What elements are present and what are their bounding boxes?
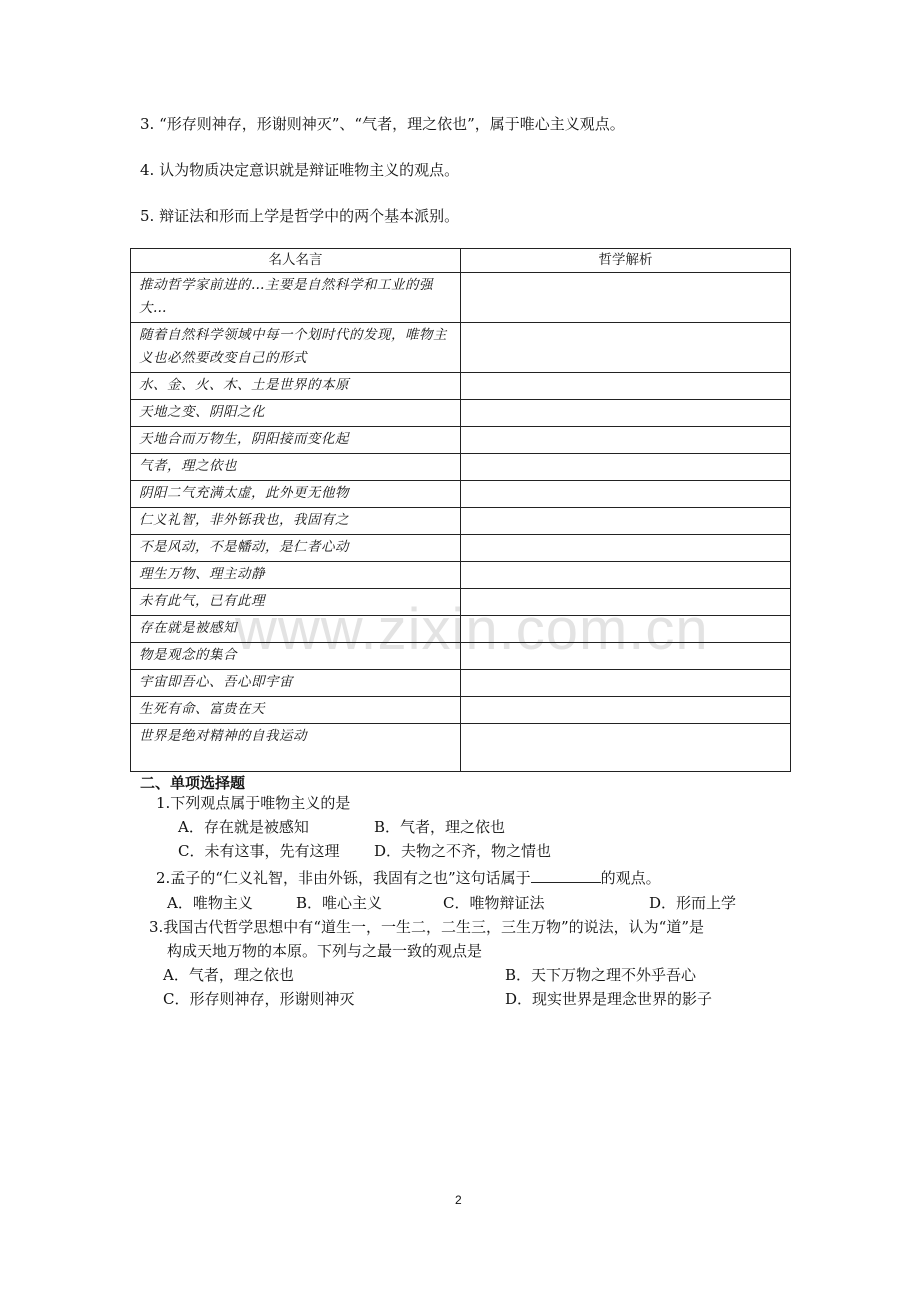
q2-option-d: D．形而上学 — [649, 894, 737, 912]
analysis-cell — [461, 589, 791, 616]
analysis-cell — [461, 454, 791, 481]
q3-option-a: A．气者，理之依也 — [163, 966, 294, 984]
q3-option-b: B．天下万物之理不外乎吾心 — [505, 966, 697, 984]
q1-stem: 1.下列观点属于唯物主义的是 — [156, 794, 351, 812]
q3-stem-line1: 3.我国古代哲学思想中有“道生一，一生二，二生三，三生万物”的说法，认为“道”是 — [149, 918, 704, 936]
q3-option-d: D．现实世界是理念世界的影子 — [505, 990, 713, 1008]
q1-option-d: D．夫物之不齐，物之情也 — [374, 842, 552, 860]
table-row — [131, 589, 791, 616]
analysis-cell — [461, 323, 791, 373]
quote-cell: 不是风动，不是幡动，是仁者心动 — [131, 535, 461, 562]
q2-option-c: C．唯物辩证法 — [443, 894, 545, 912]
q2-stem — [156, 868, 661, 888]
q1-option-b: B．气者，理之依也 — [374, 818, 506, 836]
q3-stem-line2: 构成天地万物的本原。下列与之最一致的观点是 — [167, 942, 483, 960]
statement-5: 5. 辩证法和形而上学是哲学中的两个基本派别。 — [140, 207, 460, 225]
statement-4: 4. 认为物质决定意识就是辩证唯物主义的观点。 — [140, 161, 460, 179]
table-row — [131, 562, 791, 589]
q2-option-a: A．唯物主义 — [167, 894, 253, 912]
table-row — [131, 273, 791, 323]
quote-cell: 推动哲学家前进的…主要是自然科学和工业的强大… — [131, 273, 461, 323]
quote-cell: 气者，理之依也 — [131, 454, 461, 481]
header-quote: 名人名言 — [131, 249, 461, 273]
quote-cell: 宇宙即吾心、吾心即宇宙 — [131, 670, 461, 697]
analysis-cell — [461, 400, 791, 427]
table-row — [131, 643, 791, 670]
table-row — [131, 670, 791, 697]
table-row — [131, 373, 791, 400]
quote-cell: 水、金、火、木、土是世界的本原 — [131, 373, 461, 400]
statement-3: 3. “形存则神存，形谢则神灭”、“气者，理之依也”，属于唯心主义观点。 — [140, 115, 625, 133]
analysis-cell — [461, 724, 791, 772]
section-title: 二、单项选择题 — [140, 774, 246, 792]
quote-cell: 天地合而万物生，阴阳接而变化起 — [131, 427, 461, 454]
table-row — [131, 535, 791, 562]
table-header-row — [131, 249, 791, 273]
q2-stem-text: 2.孟子的“仁义礼智，非由外铄，我固有之也”这句话属于 — [156, 869, 531, 887]
analysis-cell — [461, 481, 791, 508]
table-row — [131, 508, 791, 535]
analysis-cell — [461, 535, 791, 562]
q2-stem-suffix: 的观点。 — [600, 869, 661, 887]
table-row — [131, 481, 791, 508]
table-row — [131, 616, 791, 643]
analysis-cell — [461, 508, 791, 535]
q1-option-a: A．存在就是被感知 — [178, 818, 309, 836]
table-row — [131, 427, 791, 454]
table-row — [131, 454, 791, 481]
header-analysis: 哲学解析 — [461, 249, 791, 273]
page-number: 2 — [455, 1193, 462, 1207]
quote-cell: 仁义礼智，非外铄我也，我固有之 — [131, 508, 461, 535]
q2-option-b: B．唯心主义 — [296, 894, 383, 912]
analysis-cell — [461, 670, 791, 697]
quote-cell: 理生万物、理主动静 — [131, 562, 461, 589]
answer-blank — [531, 868, 601, 883]
analysis-cell — [461, 562, 791, 589]
table-row — [131, 323, 791, 373]
table-row — [131, 724, 791, 772]
analysis-cell — [461, 616, 791, 643]
quote-cell: 生死有命、富贵在天 — [131, 697, 461, 724]
table-row — [131, 400, 791, 427]
analysis-cell — [461, 273, 791, 323]
watermark: www.zixin.com.cn — [235, 597, 709, 662]
analysis-cell — [461, 643, 791, 670]
q3-option-c: C．形存则神存，形谢则神灭 — [163, 990, 355, 1008]
quotes-table — [130, 248, 791, 772]
table-row — [131, 697, 791, 724]
quote-cell: 随着自然科学领域中每一个划时代的发现，唯物主义也必然要改变自己的形式 — [131, 323, 461, 373]
quote-cell: 阴阳二气充满太虚，此外更无他物 — [131, 481, 461, 508]
q1-option-c: C．未有这事，先有这理 — [178, 842, 340, 860]
quote-cell: 未有此气，已有此理 — [131, 589, 461, 616]
quote-cell: 世界是绝对精神的自我运动 — [131, 724, 461, 772]
analysis-cell — [461, 427, 791, 454]
analysis-cell — [461, 697, 791, 724]
quote-cell: 天地之变、阴阳之化 — [131, 400, 461, 427]
quote-cell: 存在就是被感知 — [131, 616, 461, 643]
quote-cell: 物是观念的集合 — [131, 643, 461, 670]
analysis-cell — [461, 373, 791, 400]
